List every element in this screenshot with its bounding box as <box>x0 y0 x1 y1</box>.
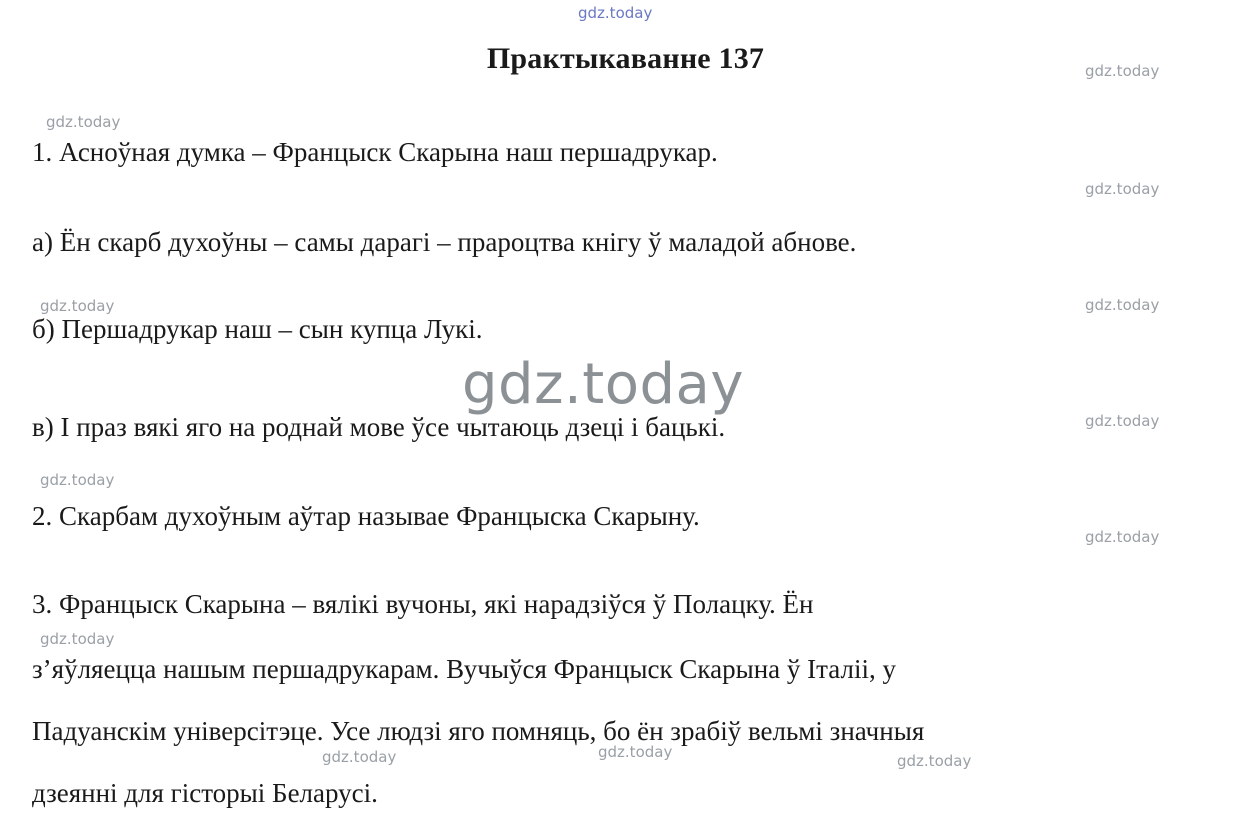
paragraph-3-line-4: дзеянні для гісторыі Беларусі. <box>32 778 378 808</box>
watermark: gdz.today <box>1085 412 1160 430</box>
watermark: gdz.today <box>1085 180 1160 198</box>
watermark: gdz.today <box>1085 528 1160 546</box>
watermark: gdz.today <box>1085 296 1160 314</box>
watermark-top-center: gdz.today <box>578 4 653 22</box>
watermark: gdz.today <box>598 743 673 761</box>
watermark: gdz.today <box>40 297 115 315</box>
paragraph-1b: б) Першадрукар наш – сын купца Лукі. <box>32 314 483 344</box>
watermark: gdz.today <box>40 471 115 489</box>
page-title: Практыкаванне 137 <box>486 42 765 75</box>
paragraph-2: 2. Скарбам духоўным аўтар называе Францыска Скарыну. <box>32 501 700 531</box>
paragraph-1: 1. Асноўная думка – Францыск Скарына наш першадрукар. <box>32 137 718 167</box>
paragraph-1v: в) І праз вякі яго на роднай мове ўсе чытаюць дзеці і бацькі. <box>32 412 726 442</box>
watermark-center-large: gdz.today <box>462 352 745 417</box>
watermark: gdz.today <box>1085 62 1160 80</box>
watermark: gdz.today <box>46 113 121 131</box>
paragraph-3-line-3: Падуанскім універсітэце. Усе людзі яго помняць, бо ён зрабіў вельмі значныя <box>32 716 925 746</box>
watermark: gdz.today <box>40 630 115 648</box>
watermark: gdz.today <box>322 748 397 766</box>
watermark: gdz.today <box>897 752 972 770</box>
paragraph-3-line-2: з’яўляецца нашым першадрукарам. Вучыўся Францыск Скарына ў Італіі, у <box>32 654 896 684</box>
paragraph-1a: а) Ён скарб духоўны – самы дарагі – прароцтва кнігу ў маладой абнове. <box>32 227 857 257</box>
paragraph-3-line-1: 3. Францыск Скарына – вялікі вучоны, які нарадзіўся ў Полацку. Ён <box>32 589 814 619</box>
